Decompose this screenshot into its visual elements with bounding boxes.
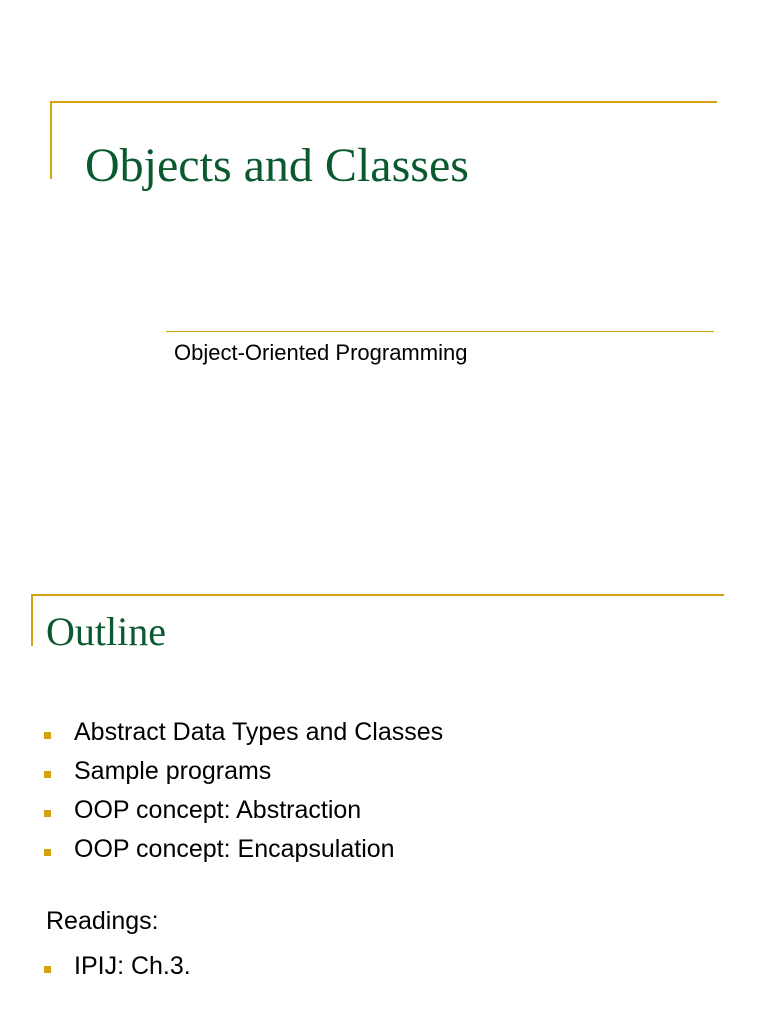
square-bullet-icon [44, 849, 51, 856]
bullet-text: OOP concept: Encapsulation [74, 834, 395, 863]
list-item [44, 790, 443, 829]
bullet-text: Sample programs [74, 756, 272, 785]
outline-frame-left-rule [31, 594, 33, 646]
reading-text: IPIJ: Ch.3. [74, 951, 191, 980]
list-item [44, 829, 443, 868]
list-item [44, 946, 191, 985]
list-item [44, 751, 443, 790]
bullet-text: OOP concept: Abstraction [74, 795, 362, 824]
subtitle-rule [166, 331, 714, 332]
outline-bullet-list [44, 712, 443, 868]
outline-slide [0, 560, 768, 1024]
list-item [44, 712, 443, 751]
bullet-text: Abstract Data Types and Classes [74, 717, 444, 746]
title-frame-top-rule [51, 101, 717, 103]
square-bullet-icon [44, 732, 51, 739]
square-bullet-icon [44, 966, 51, 973]
outline-frame-top-rule [31, 594, 724, 596]
title-frame-left-rule [50, 101, 52, 179]
slide-subtitle: Object-Oriented Programming [174, 340, 468, 365]
outline-title: Outline [46, 609, 166, 654]
readings-label: Readings: [46, 907, 159, 935]
slide-title: Objects and Classes [85, 139, 469, 192]
square-bullet-icon [44, 810, 51, 817]
square-bullet-icon [44, 771, 51, 778]
readings-list [44, 946, 191, 985]
